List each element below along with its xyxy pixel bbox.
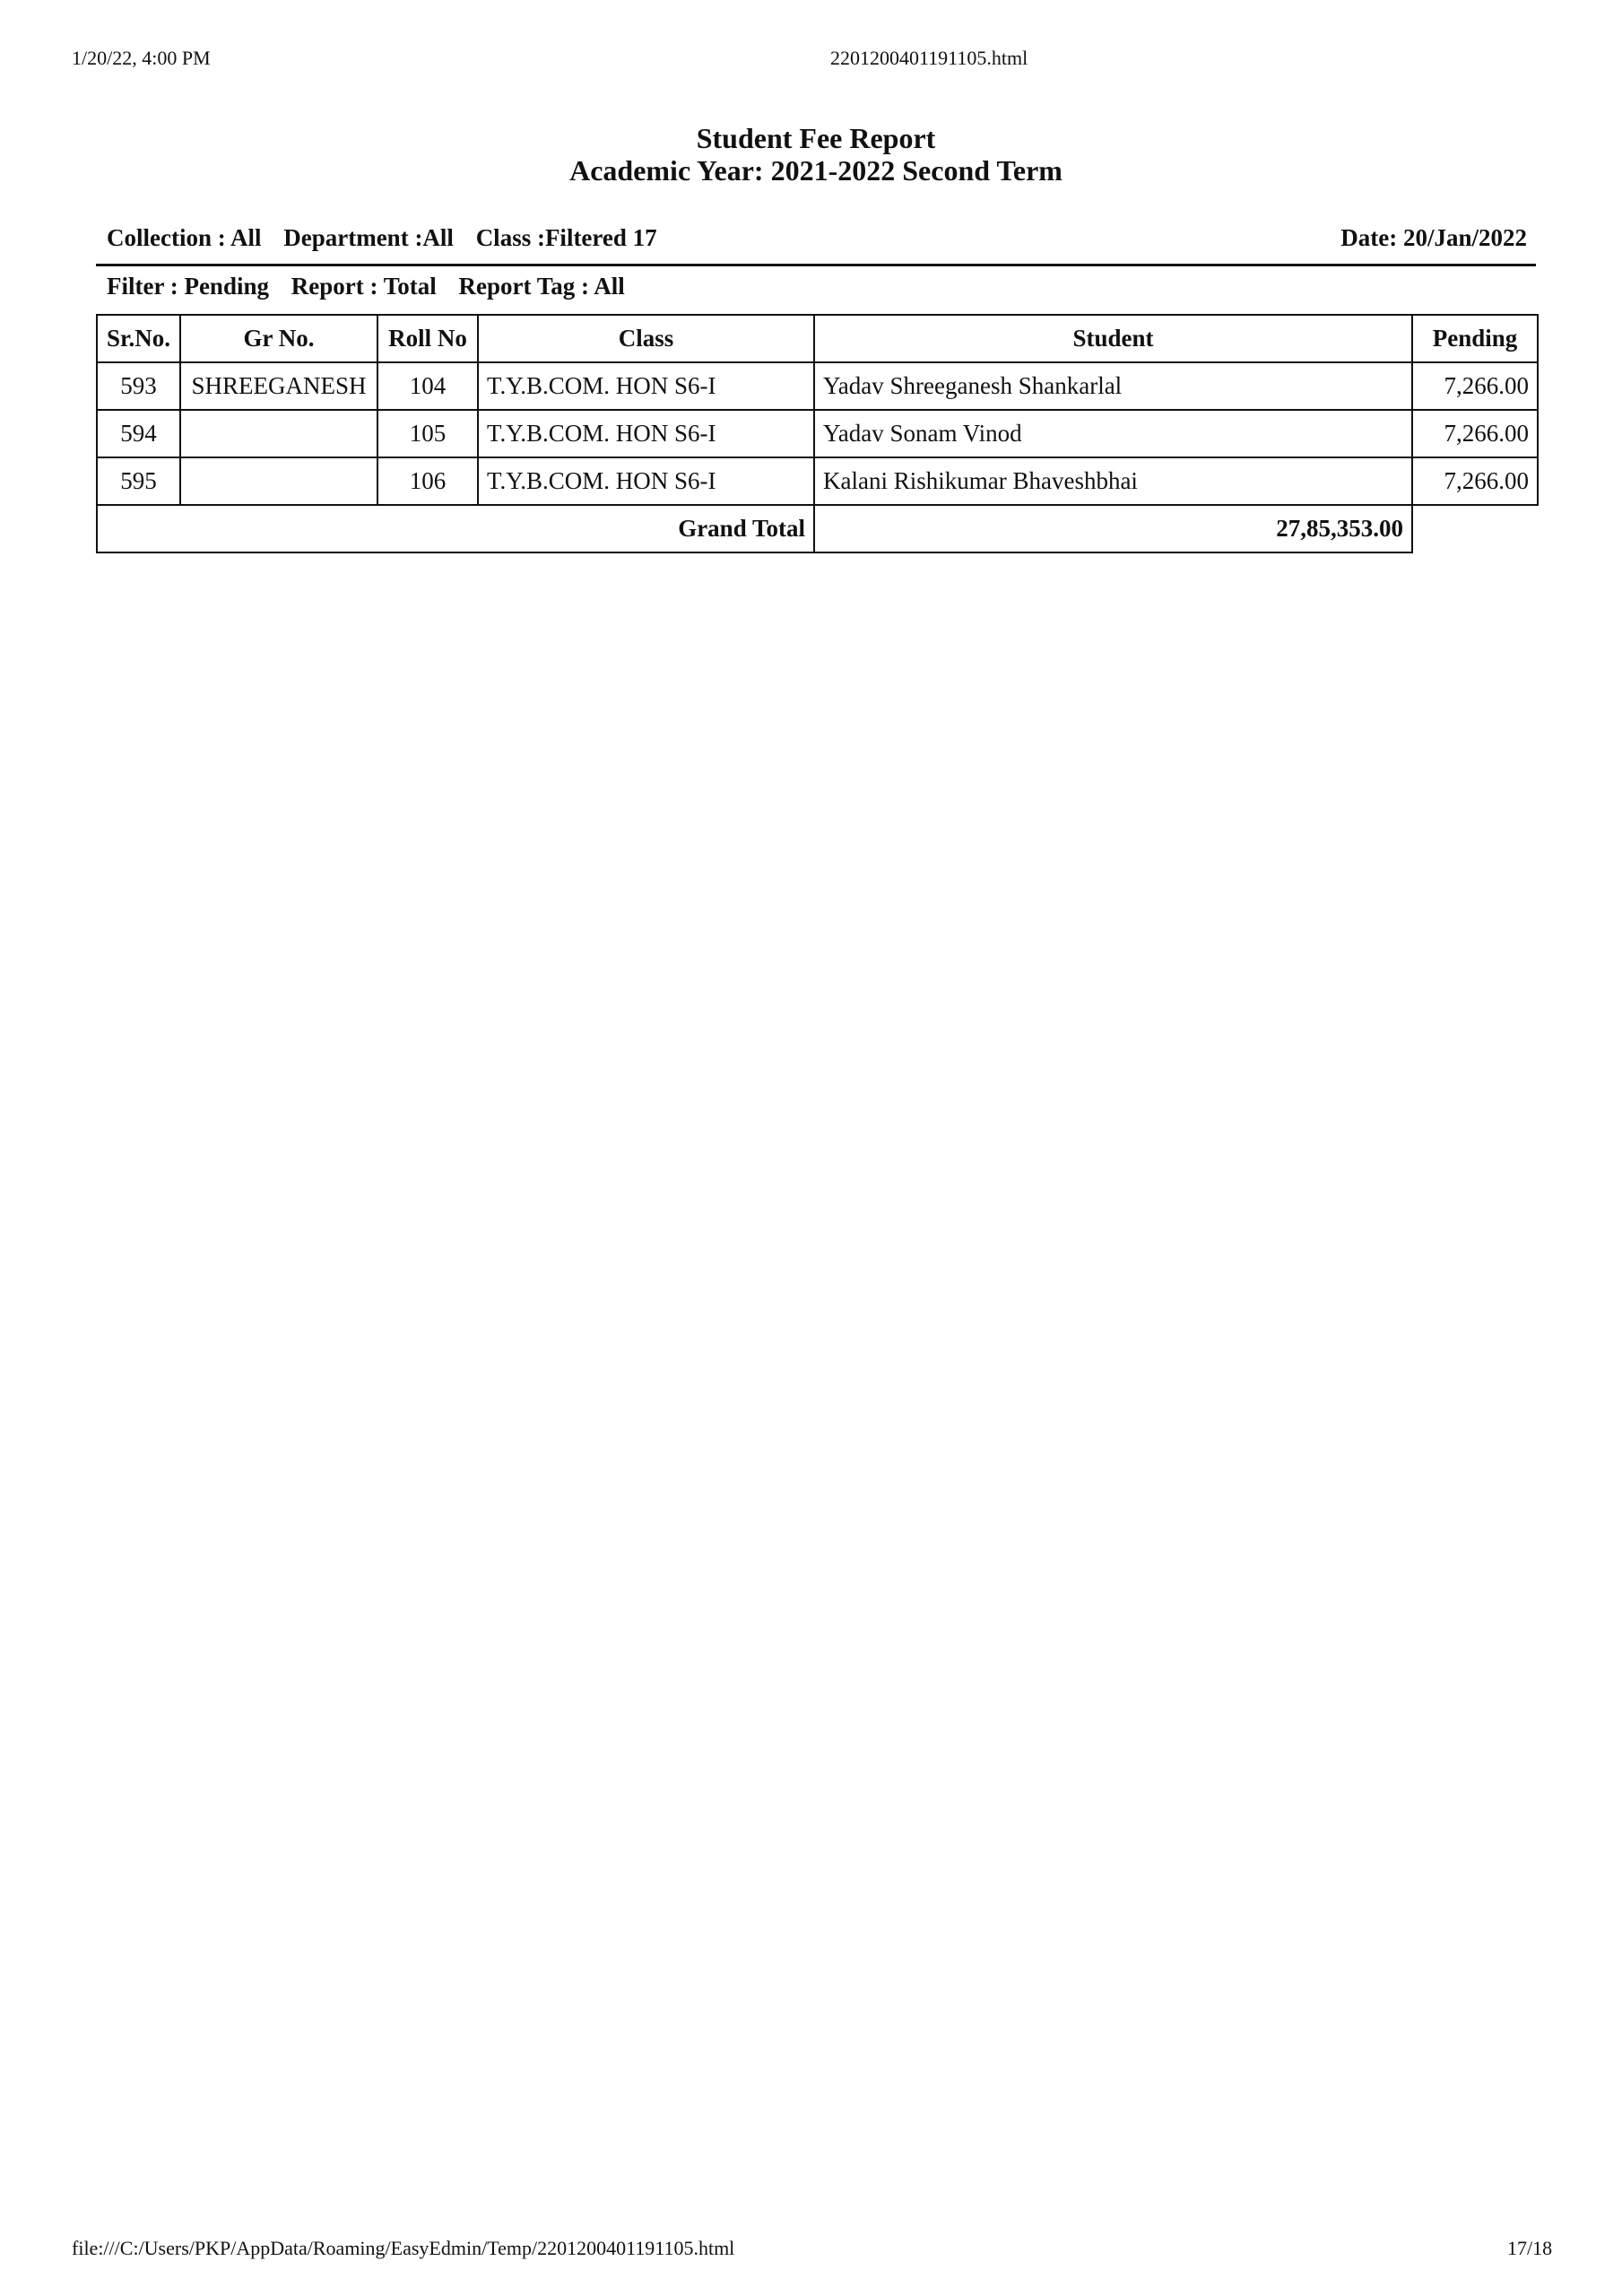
table-row xyxy=(97,457,1538,505)
cell-pending: 7,266.00 xyxy=(1412,457,1538,505)
collection-label: Collection : All xyxy=(107,224,262,251)
header-pending: Pending xyxy=(1412,315,1538,362)
cell-sr-no: 593 xyxy=(97,362,180,410)
cell-student: Yadav Sonam Vinod xyxy=(814,410,1412,457)
cell-sr-no: 594 xyxy=(97,410,180,457)
header-gr-no: Gr No. xyxy=(180,315,377,362)
filter-label: Filter : Pending xyxy=(107,273,269,300)
print-header-filename: 2201200401191105.html xyxy=(830,47,1028,69)
table-row xyxy=(97,362,1538,410)
cell-gr-no xyxy=(180,410,377,457)
department-label: Department :All xyxy=(283,224,454,251)
cell-class: T.Y.B.COM. HON S6-I xyxy=(478,457,814,505)
report-title: Student Fee Report xyxy=(696,122,936,154)
class-label: Class :Filtered 17 xyxy=(475,224,657,251)
print-footer-path: file:///C:/Users/PKP/AppData/Roaming/EasyEdmin/Temp/2201200401191105.html xyxy=(72,2237,735,2259)
report-date: Date: 20/Jan/2022 xyxy=(1340,224,1527,251)
report-type-label: Report : Total xyxy=(291,273,437,300)
report-subtitle: Academic Year: 2021-2022 Second Term xyxy=(569,154,1063,187)
cell-roll-no: 105 xyxy=(377,410,478,457)
fee-table xyxy=(96,314,1539,553)
print-footer-page-number: 17/18 xyxy=(1507,2237,1553,2259)
table-header-row xyxy=(97,315,1538,362)
cell-roll-no: 104 xyxy=(377,362,478,410)
cell-gr-no: SHREEGANESH xyxy=(180,362,377,410)
cell-gr-no xyxy=(180,457,377,505)
report-tag-label: Report Tag : All xyxy=(458,273,625,300)
table-row xyxy=(97,410,1538,457)
cell-pending: 7,266.00 xyxy=(1412,362,1538,410)
header-class: Class xyxy=(478,315,814,362)
report-filter-row xyxy=(107,273,641,300)
cell-sr-no: 595 xyxy=(97,457,180,505)
cell-roll-no: 106 xyxy=(377,457,478,505)
print-header-datetime: 1/20/22, 4:00 PM xyxy=(72,47,211,69)
header-sr-no: Sr.No. xyxy=(97,315,180,362)
grand-total-label: Grand Total xyxy=(97,505,814,552)
header-student: Student xyxy=(814,315,1412,362)
cell-student: Kalani Rishikumar Bhaveshbhai xyxy=(814,457,1412,505)
grand-total-row xyxy=(97,505,1538,552)
report-meta-row xyxy=(96,222,1536,266)
cell-pending: 7,266.00 xyxy=(1412,410,1538,457)
report-meta-left xyxy=(107,224,673,252)
grand-total-value: 27,85,353.00 xyxy=(814,505,1412,552)
cell-student: Yadav Shreeganesh Shankarlal xyxy=(814,362,1412,410)
header-roll-no: Roll No xyxy=(377,315,478,362)
cell-class: T.Y.B.COM. HON S6-I xyxy=(478,410,814,457)
grand-total-empty-cell xyxy=(1412,505,1538,552)
cell-class: T.Y.B.COM. HON S6-I xyxy=(478,362,814,410)
